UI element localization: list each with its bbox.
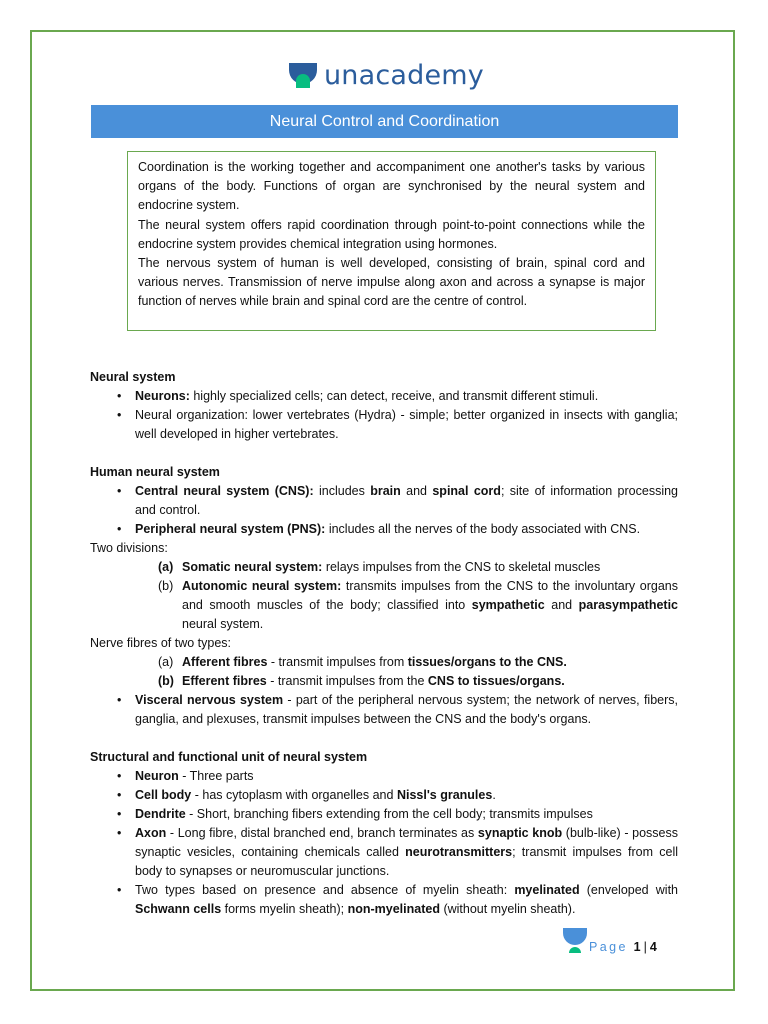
list-item: • Neurons: highly specialized cells; can detect, receive, and transmit different stimuli. bbox=[90, 387, 678, 406]
page-number: Page 1 | 4 bbox=[589, 940, 657, 954]
list-item: • Visceral nervous system - part of the peripheral nervous system; the network of nerves, fibers, ganglia, and plexuses, transmit impulses between the CNS and the body's organs. bbox=[90, 691, 678, 729]
unacademy-logo bbox=[288, 55, 484, 95]
brand-name: unacademy bbox=[324, 59, 484, 91]
bullet-list bbox=[90, 691, 678, 729]
section-heading: Neural system bbox=[90, 370, 176, 384]
unacademy-icon bbox=[288, 60, 318, 90]
intro-paragraph: Coordination is the working together and accompaniment one another's tasks by various organs of the body. Functions of organ are synchronised by the neural system and endocrine system. bbox=[138, 160, 645, 213]
list-item: • Two types based on presence and absence of myelin sheath: myelinated (enveloped with Schwann cells forms myelin sheath); non-myelinated (without myelin sheath). bbox=[90, 881, 678, 919]
list-item: • Cell body - has cytoplasm with organelles and Nissl's granules. bbox=[90, 786, 678, 805]
bullet-list bbox=[90, 767, 678, 919]
list-item: • Peripheral neural system (PNS): includes all the nerves of the body associated with CNS. bbox=[90, 520, 678, 539]
intro-box bbox=[127, 151, 656, 331]
bullet-list bbox=[90, 482, 678, 539]
list-item: • Central neural system (CNS): includes brain and spinal cord; site of information processing and control. bbox=[90, 482, 678, 520]
sub-list-item: (b) Efferent fibres - transmit impulses from the CNS to tissues/organs. bbox=[158, 674, 565, 688]
sub-list bbox=[90, 558, 678, 634]
bullet-list bbox=[90, 387, 678, 444]
intro-paragraph: The nervous system of human is well developed, consisting of brain, spinal cord and various nerves. Transmission of nerve impulse along axon and across a synapse is major function of nerves while brain and spinal cord are the centre of control. bbox=[138, 256, 645, 309]
main-content bbox=[90, 368, 678, 919]
list-item: • Dendrite - Short, branching fibers extending from the cell body; transmits impulses bbox=[90, 805, 678, 824]
section-heading: Structural and functional unit of neural system bbox=[90, 750, 368, 764]
sub-list-item: (a) Somatic neural system: relays impulses from the CNS to skeletal muscles bbox=[158, 560, 601, 574]
intro-paragraph: The neural system offers rapid coordination through point-to-point connections while the endocrine system provides chemical integration using hormones. bbox=[138, 217, 645, 251]
section-heading: Human neural system bbox=[90, 465, 220, 479]
sub-list-item: (b) Autonomic neural system: transmits impulses from the CNS to the involuntary organs and smooth muscles of the body; classified into sympathetic and parasympathetic neural system. bbox=[158, 579, 678, 631]
page-footer bbox=[563, 926, 673, 962]
sub-list-item: (a) Afferent fibres - transmit impulses from tissues/organs to the CNS. bbox=[158, 655, 567, 669]
list-item: • Neural organization: lower vertebrates (Hydra) - simple; better organized in insects with ganglia; well developed in higher vertebrates. bbox=[90, 406, 678, 444]
text-line: Nerve fibres of two types: bbox=[90, 636, 232, 650]
sub-list bbox=[90, 653, 678, 691]
list-item: • Axon - Long fibre, distal branched end, branch terminates as synaptic knob (bulb-like) - possess synaptic vesicles, containing chemicals called neurotransmitters; transmit impulses from cell body to synapses or neuromuscular junctions. bbox=[90, 824, 678, 881]
document-title: Neural Control and Coordination bbox=[91, 105, 678, 138]
list-item: • Neuron - Three parts bbox=[90, 767, 678, 786]
text-line: Two divisions: bbox=[90, 541, 168, 555]
unacademy-footer-icon bbox=[563, 926, 587, 956]
